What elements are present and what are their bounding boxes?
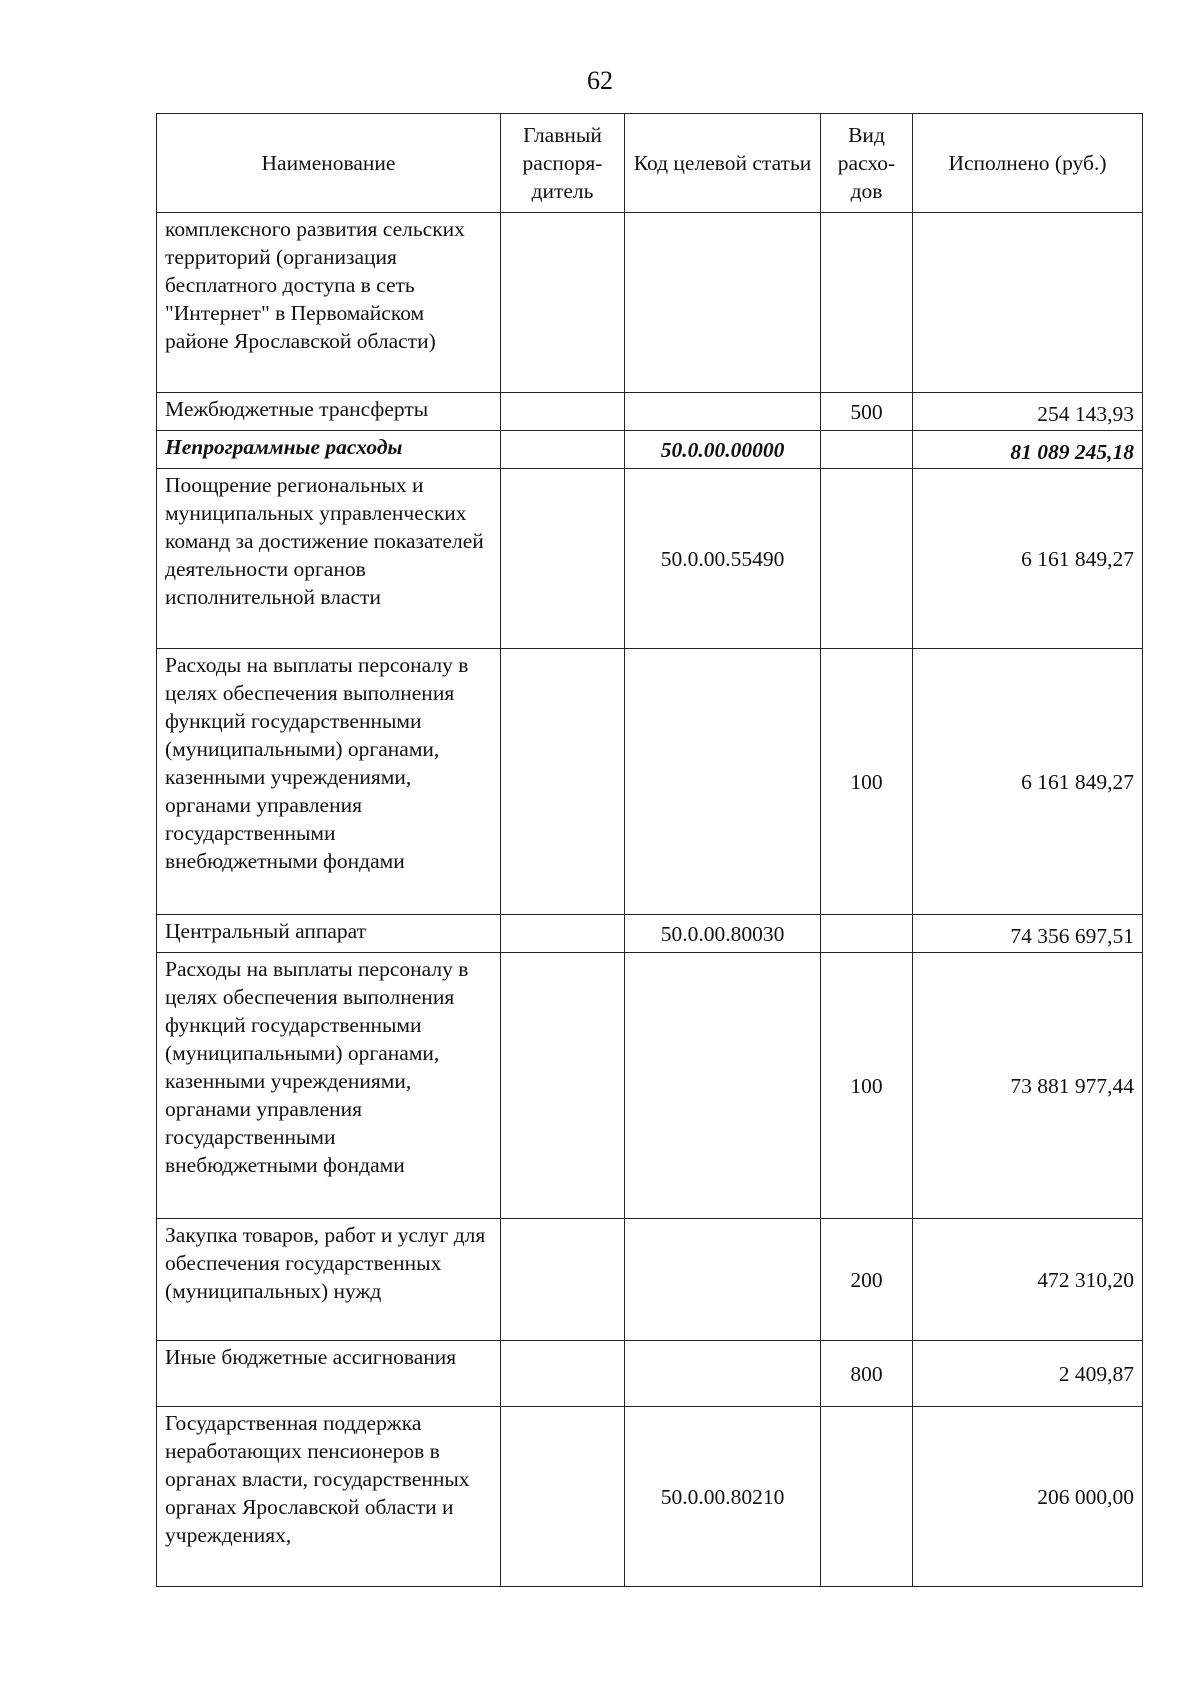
row-admin — [501, 1219, 625, 1341]
row-name: Иные бюджетные ассигнования — [157, 1341, 501, 1407]
row-amount: 81 089 245,18 — [913, 431, 1143, 469]
row-kind: 800 — [821, 1341, 913, 1407]
row-code: 50.0.00.55490 — [625, 469, 821, 649]
row-kind — [821, 469, 913, 649]
row-kind — [821, 1407, 913, 1587]
table-row — [157, 1407, 1143, 1587]
row-admin — [501, 1407, 625, 1587]
budget-execution-table — [156, 113, 1143, 1587]
row-code — [625, 1219, 821, 1341]
row-name: Поощрение региональных и муниципальных управленческих команд за достижение показателей деятельности органов исполнительной власти — [157, 469, 501, 649]
header-kind: Вид расхо-дов — [821, 114, 913, 213]
row-amount — [913, 213, 1143, 393]
row-code — [625, 953, 821, 1219]
row-code — [625, 1341, 821, 1407]
row-amount: 206 000,00 — [913, 1407, 1143, 1587]
table-row — [157, 915, 1143, 953]
row-admin — [501, 393, 625, 431]
row-name: Государственная поддержка неработающих пенсионеров в органах власти, государственных органах Ярославской области и учреждениях, — [157, 1407, 501, 1587]
table-row — [157, 1219, 1143, 1341]
row-kind — [821, 915, 913, 953]
row-name: Расходы на выплаты персоналу в целях обеспечения выполнения функций государственными (муниципальными) органами, казенными учреждениями, органами управления государственными внебюджетными фондами — [157, 953, 501, 1219]
table-row — [157, 431, 1143, 469]
header-code: Код целевой статьи — [625, 114, 821, 213]
row-admin — [501, 953, 625, 1219]
table-row — [157, 1341, 1143, 1407]
row-amount: 6 161 849,27 — [913, 649, 1143, 915]
row-name: Межбюджетные трансферты — [157, 393, 501, 431]
row-name: Расходы на выплаты персоналу в целях обеспечения выполнения функций государственными (муниципальными) органами, казенными учреждениями, органами управления государственными внебюджетными фондами — [157, 649, 501, 915]
row-admin — [501, 649, 625, 915]
header-name: Наименование — [157, 114, 501, 213]
row-kind — [821, 431, 913, 469]
row-code: 50.0.00.80030 — [625, 915, 821, 953]
row-amount: 6 161 849,27 — [913, 469, 1143, 649]
row-kind — [821, 213, 913, 393]
row-code — [625, 393, 821, 431]
row-admin — [501, 213, 625, 393]
row-admin — [501, 469, 625, 649]
row-kind: 200 — [821, 1219, 913, 1341]
row-amount: 472 310,20 — [913, 1219, 1143, 1341]
row-name: комплексного развития сельских территорий (организация бесплатного доступа в сеть "Интернет" в Первомайском районе Ярославской области) — [157, 213, 501, 393]
header-amount: Исполнено (руб.) — [913, 114, 1143, 213]
row-name: Непрограммные расходы — [157, 431, 501, 469]
row-amount: 73 881 977,44 — [913, 953, 1143, 1219]
row-amount: 2 409,87 — [913, 1341, 1143, 1407]
row-kind: 500 — [821, 393, 913, 431]
row-kind: 100 — [821, 953, 913, 1219]
row-code — [625, 649, 821, 915]
table-header-row — [157, 114, 1143, 213]
row-admin — [501, 431, 625, 469]
row-amount: 74 356 697,51 — [913, 915, 1143, 953]
row-amount: 254 143,93 — [913, 393, 1143, 431]
row-admin — [501, 915, 625, 953]
table-row — [157, 649, 1143, 915]
row-name: Центральный аппарат — [157, 915, 501, 953]
page-number: 62 — [587, 66, 613, 95]
row-code: 50.0.00.00000 — [625, 431, 821, 469]
row-admin — [501, 1341, 625, 1407]
row-kind: 100 — [821, 649, 913, 915]
table-row — [157, 469, 1143, 649]
row-code — [625, 213, 821, 393]
table-row — [157, 393, 1143, 431]
table-row — [157, 953, 1143, 1219]
table-row — [157, 213, 1143, 393]
row-code: 50.0.00.80210 — [625, 1407, 821, 1587]
row-name: Закупка товаров, работ и услуг для обеспечения государственных (муниципальных) нужд — [157, 1219, 501, 1341]
header-admin: Главный распоря-дитель — [501, 114, 625, 213]
